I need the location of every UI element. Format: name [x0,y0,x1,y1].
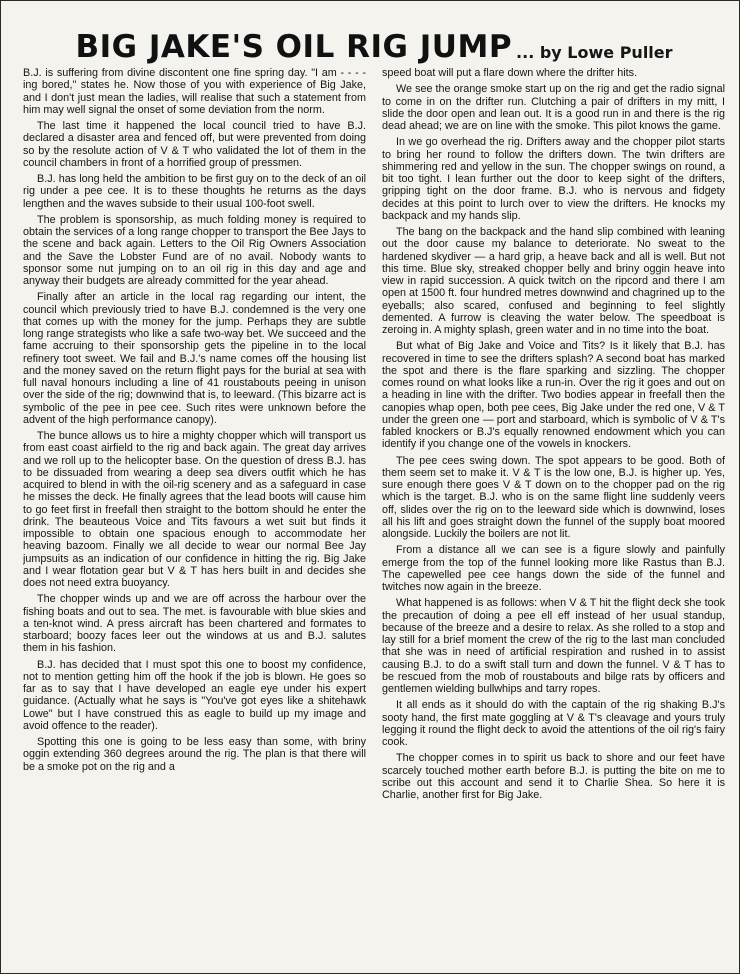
paragraph: Spotting this one is going to be less easy than some, with briny oggin extending 360 degrees around the rig. The plan is that there will be a smoke pot on the rig and a [23,736,366,773]
paragraph: The last time it happened the local council tried to have B.J. declared a disaster area and fenced off, but were prevented from doing so by the resolute action of V & T who validated the lot of them in the council chambers in front of a horrified group of pressmen. [23,120,366,169]
article-body [23,67,725,955]
paragraph: The bang on the backpack and the hand slip combined with leaning out the door cause my balance to deteriorate. No sweat to the hardened skydiver — a hard grip, a heave back and all is well. But not this time. Blue sky, streaked chopper belly and briny oggin heave into view in rapid succession. A quick twitch on the ripcord and there I am open at 1500 ft. four hundred metres downwind and chagrined up to the eyeballs; also scared, confused and beginning to feel slightly demented. A furrow is cleaving the water below. The speedboat is zeroing in. A mighty splash, green water and in no time into the boat. [382,226,725,336]
paragraph: It all ends as it should do with the captain of the rig shaking B.J's sooty hand, the first mate goggling at V & T's cleavage and yours truly legging it round the flight deck to avoid the attentions of the oil rig's fairy cook. [382,699,725,748]
paragraph: From a distance all we can see is a figure slowly and painfully emerge from the top of the funnel looking more like Rastus than B.J. The capewelled pee cee hangs down the side of the funnel and twitches now again in the breeze. [382,544,725,593]
paragraph: Finally after an article in the local rag regarding our intent, the council which previously tried to have B.J. condemned is the very one that comes up with the money for the jump. Perhaps they are subtle long range strategists who like a safe two-way bet. We succeed and the fame accruing to their sponsorship gets the pipeline in to the local refinery toot sweet. We fail and B.J.'s name comes off the housing list and the money saved on the return flight pays for the burial at sea with full naval honours including a line of 41 roustabouts peeing in unison over the side of the rig; downwind that is, to leeward. (This bizarre act is symbolic of the pee in pee cee. Such rites were unknown before the advent of the high performance canopy). [23,291,366,426]
paragraph: The chopper winds up and we are off across the harbour over the fishing boats and out to sea. The met. is favourable with blue skies and a ten-knot wind. A press aircraft has been chartered and formates to starboard; boozy faces leer out the windows at us and B.J. salutes them in his fashion. [23,593,366,655]
paragraph: The pee cees swing down. The spot appears to be good. Both of them seem set to make it. V & T is the low one, B.J. is higher up. Yes, sure enough there goes V & T down on to the chopper pad on the rig which is the target. B.J. who is on the same flight line suddenly veers off, slides over the rig on to the leeward side which is downwind, loses all his lift and goes straight down the funnel of the supply boat moored alongside. Luckily the boilers are not lit. [382,454,725,540]
paragraph: speed boat will put a flare down where the drifter hits. [382,67,638,79]
article-byline: ... by Lowe Puller [516,43,673,62]
headline [23,1,725,63]
paragraph: In we go overhead the rig. Drifters away and the chopper pilot starts to bring her round to follow the drifters down. The twin drifters are shimmering red and yellow in the sun. The chopper swings on round, a bit too tight. I lean further out the door to keep sight of the drifters, gripping tight on the door frame. B.J. who is nervous and fidgety decides at this point to lurch over to view the drifters. He knocks my backpack and my hands slip. [382,136,725,222]
paragraph: We see the orange smoke start up on the rig and get the radio signal to come in on the drifter run. Clutching a pair of drifters in my mitt, I slide the door open and lean out. It is a good run in and there is the rig dead ahead; we are on line with the smoke. This pilot knows the game. [382,83,725,132]
paragraph: B.J. has long held the ambition to be first guy on to the deck of an oil rig under a pee cee. It is to these thoughts he returns as the days lengthen and the waves subside to their usual 100-foot swell. [23,173,366,210]
paragraph: The problem is sponsorship, as much folding money is required to obtain the services of a long range chopper to transport the Bee Jays to the scene and back again. Letters to the Oil Rig Owners Association and the Save the Lobster Fund are of no avail. Nobody wants to sponsor some nut jumping on to an oil rig in this day and age and anyway their budgets are already committed for the year ahead. [23,213,366,287]
paragraph: What happened is as follows: when V & T hit the flight deck she took the precaution of doing a pee ell eff instead of her usual standup, because of the breeze and a desire to relax. As she rolled to a stop and lay still for a brief moment the crew of the rig to the last man concluded that she was in need of artificial respiration and rushed in to assist causing B.J. to do a swift stall turn and down the funnel. V & T has to be rescued from the mob of roustabouts and bilge rats by officers and gentlemen wielding bullwhips and tarry ropes. [382,597,725,695]
column-left [23,67,366,955]
column-right [382,67,725,955]
paragraph: But what of Big Jake and Voice and Tits? Is it likely that B.J. has recovered in time to see the drifters splash? A second boat has marked the spot and there is the flare sparking and sizzling. The chopper comes round on what looks like a run-in. Over the rig it goes and out on a heading in line with the drifter. Two bodies appear in freefall then the canopies whap open, both pee cees, Big Jake under the red one, V & T under the green one — port and starboard, which is symbolic of V & T's fabled knockers or B.J's equally renowned endowment which you can identify if you change one of the vowels in knockers. [382,340,725,451]
paragraph: B.J. has decided that I must spot this one to boost my confidence, not to mention getting him off the hook if the job is blown. He goes so far as to say that I have developed an eagle eye under his expert guidance. (Actually what he says is "You've got eyes like a shitehawk Lowe" but I have construed this as eagle to build up my image and avoid offence to the reader). [23,658,366,732]
paragraph: The bunce allows us to hire a mighty chopper which will transport us from east coast airfield to the rig and back again. The great day arrives and we roll up to the helicopter base. On the question of dress B.J. has to be dissuaded from wearing a deep sea divers outfit which he has acquired to blend in with the oil-rig scenery and as a safeguard in case he misses the deck. He finally agrees that the lead boots will cause him to go feet first in freefall then straight to the bottom should he enter the drink. The beauteous Voice and Tits favours a wet suit but finds it impossible to obtain one spacious enough to accommodate her heaving bazoom. Finally we all decide to wear our normal Bee Jay jumpsuits as an indication of our confidence in hitting the rig. Big Jake and I wear flotation gear but V & T has hers built in and decides she does not need extra buoyancy. [23,430,366,589]
paragraph: The chopper comes in to spirit us back to shore and our feet have scarcely touched mother earth before B.J. is putting the bite on me to scribe out this account and send it to Charlie Shea. So here it is Charlie, another first for Big Jake. [382,752,725,801]
article-title: BIG JAKE'S OIL RIG JUMP [75,29,513,65]
paragraph: B.J. is suffering from divine discontent one fine spring day. "I am - - - - ing bored," states he. Now those of you with experience of Big Jake, and I don't just mean the ladies, will realise that such a statement from him may well signal the onset of some deviation from the norm. [23,67,366,116]
